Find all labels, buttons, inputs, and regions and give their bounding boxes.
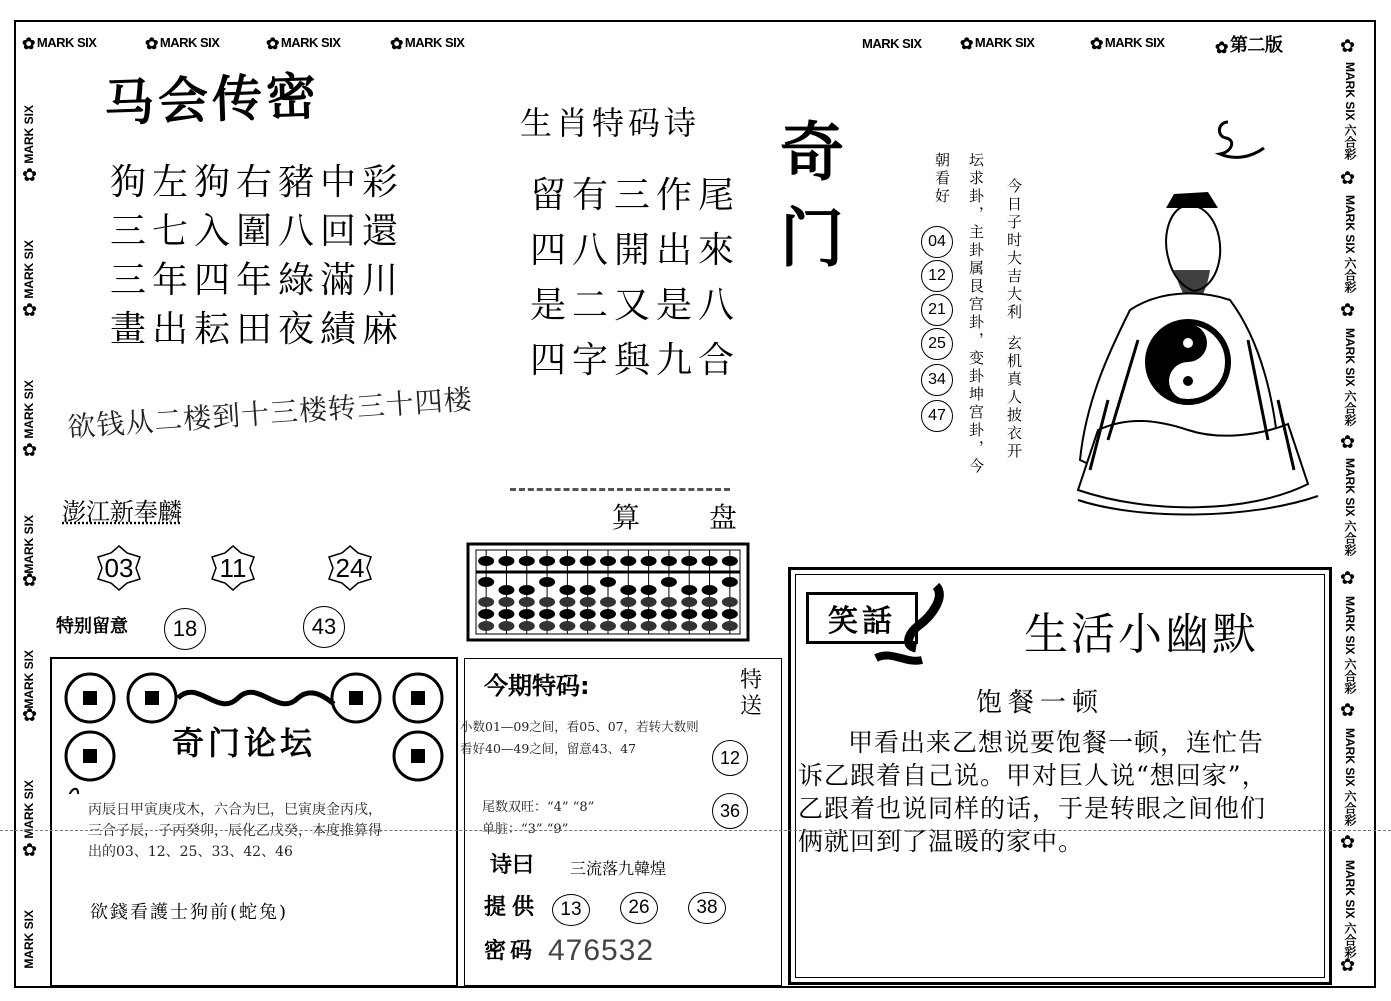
flower-icon: ✿ (1340, 36, 1356, 57)
flower-icon: ✿ (22, 300, 38, 321)
period-title: 今期特码: (484, 672, 590, 700)
mahui-line: 狗左狗右豬中彩 (110, 162, 405, 203)
period-side-label: 特送 (740, 668, 763, 719)
right-edge-mark: MARK SIX 六合彩 (1343, 860, 1357, 959)
abacus-bead (478, 577, 494, 587)
zodiac-line: 留有三作尾 (530, 175, 741, 216)
forum-body: 丙辰日甲寅庚戌木，六合为巳，巳寅庚金丙戌，三合子辰，子丙癸卯，辰化乙戊癸，本度推算得出的03、12、25、33、42、46 (88, 802, 382, 860)
humor-subtitle: 饱餐一顿 (976, 688, 1105, 718)
verse-number: 34 (921, 364, 953, 396)
sage-illustration (1038, 100, 1338, 540)
abacus-bead (519, 609, 535, 619)
number-badge: 11 (210, 545, 256, 591)
provide-number: 26 (620, 892, 658, 924)
abacus-bead (478, 556, 494, 566)
flower-icon: ✿ (390, 36, 403, 53)
fold-line (0, 830, 1391, 831)
zodiac-line: 四字與九合 (530, 340, 741, 381)
abacus-bead (600, 609, 616, 619)
abacus-bead (559, 585, 575, 595)
left-edge-mark: MARK SIX (22, 380, 36, 439)
provide-label: 提供 (484, 895, 541, 920)
abacus-title: 算 盘 (612, 501, 767, 534)
forum-title: 奇门论坛 (172, 724, 317, 762)
abacus-bead (641, 585, 657, 595)
abacus-bead (681, 585, 697, 595)
abacus-bead (641, 556, 657, 566)
abacus-illustration (466, 542, 750, 642)
abacus-bead (620, 597, 636, 607)
abacus-bead (498, 597, 514, 607)
period-poem: 三流落九韓煌 (570, 859, 667, 878)
special-number: 43 (303, 606, 345, 648)
pengjiang-title: 澎江新奉麟 (62, 498, 182, 526)
abacus-bead (559, 597, 575, 607)
mahui-line: 三年四年綠滿川 (110, 260, 405, 301)
mahui-slanted-line: 欲钱从二楼到十三楼转三十四楼 (66, 382, 474, 444)
right-edge-mark: MARK SIX 六合彩 (1343, 728, 1357, 827)
abacus-bead (681, 597, 697, 607)
verse-number: 25 (921, 328, 953, 360)
flower-icon: ✿ (1090, 36, 1103, 53)
brand-mark: ✿ MARK SIX (960, 35, 1035, 53)
abacus-bead (641, 621, 657, 631)
abacus-bead (600, 621, 616, 631)
period-side-number: 36 (712, 793, 748, 829)
abacus-bead (722, 556, 738, 566)
abacus-bead (519, 585, 535, 595)
brand-mark: ✿ MARK SIX (145, 35, 220, 53)
abacus-bead (722, 597, 738, 607)
abacus-bead (498, 585, 514, 595)
flower-icon: ✿ (1340, 568, 1356, 589)
abacus-bead (478, 621, 494, 631)
abacus-bead (702, 597, 718, 607)
abacus-bead (681, 556, 697, 566)
flower-icon: ✿ (1340, 832, 1356, 853)
right-edge-mark: MARK SIX 六合彩 (1343, 596, 1357, 695)
flower-icon: ✿ (1340, 955, 1356, 976)
abacus-bead (580, 597, 596, 607)
left-edge-mark: MARK SIX (22, 780, 36, 839)
flower-icon: ✿ (1340, 432, 1356, 453)
abacus-bead (478, 609, 494, 619)
flower-icon: ✿ (22, 570, 38, 591)
mahui-poem (110, 158, 404, 354)
abacus-bead (559, 621, 575, 631)
abacus-bead (620, 585, 636, 595)
abacus-bead (661, 621, 677, 631)
abacus-bead (600, 577, 616, 587)
abacus-bead (519, 597, 535, 607)
abacus-bead (702, 621, 718, 631)
abacus-bead (478, 597, 494, 607)
flower-icon: ✿ (960, 36, 973, 53)
abacus-bead (600, 597, 616, 607)
poem-label: 诗曰 (490, 853, 535, 878)
abacus-bead (539, 621, 555, 631)
abacus-bead (722, 621, 738, 631)
humor-body: 甲看出来乙想说要饱餐一顿，连忙告诉乙跟着自己说。甲对巨人说“想回家”，乙跟着也说同样的话，于是转眼之间他们俩就回到了温暖的家中。 (798, 728, 1268, 856)
special-label: 特别留意 (56, 616, 128, 637)
abacus-bead (539, 556, 555, 566)
abacus-bead (722, 577, 738, 587)
humor-badge: 笑話 (806, 592, 918, 644)
verse-number: 47 (921, 400, 953, 432)
qimen-title: 奇门 (769, 118, 843, 290)
mahui-title: 马会传密 (103, 67, 322, 133)
abacus-bead (702, 609, 718, 619)
left-edge-mark: MARK SIX (22, 105, 36, 164)
right-edge-mark: MARK SIX 六合彩 (1343, 328, 1357, 427)
zodiac-poem-title: 生肖特码诗 (520, 104, 701, 142)
abacus-divider (510, 488, 730, 491)
forum-footer: 欲錢看護士狗前(蛇兔) (90, 902, 289, 923)
flower-icon: ✿ (145, 36, 158, 53)
abacus-bead (681, 609, 697, 619)
abacus-bead (498, 609, 514, 619)
abacus-bead (702, 585, 718, 595)
flower-icon: ✿ (1340, 168, 1356, 189)
abacus-bead (661, 597, 677, 607)
humor-title: 生活小幽默 (1024, 609, 1259, 660)
abacus-bead (702, 556, 718, 566)
verse-col: 坛求卦，主卦属艮宫卦，变卦坤宫卦，今 (967, 152, 985, 476)
verse-number: 12 (921, 260, 953, 292)
abacus-bead (580, 621, 596, 631)
abacus-bead (559, 556, 575, 566)
brand-mark: ✿ MARK SIX (1090, 35, 1165, 53)
mahui-line: 三七入圍八回還 (110, 211, 405, 252)
abacus-bead (559, 609, 575, 619)
abacus-bead (600, 556, 616, 566)
period-note2: 尾数双旺：“4” “8” (482, 800, 595, 815)
provide-number: 13 (552, 894, 590, 926)
period-note1: 小数01—09之间，看05、07，若转大数则看好40—49之间，留意43、47 (460, 719, 699, 756)
verse-col: 朝看好 (933, 152, 951, 206)
zodiac-line: 四八開出來 (530, 230, 741, 271)
abacus-bead (498, 556, 514, 566)
flower-icon: ✿ (22, 440, 38, 461)
right-edge-mark: MARK SIX 六合彩 (1343, 62, 1357, 161)
abacus-bead (580, 609, 596, 619)
abacus-bead (661, 577, 677, 587)
abacus-bead (620, 556, 636, 566)
verse-col: 玄机真人披衣开 (1005, 335, 1023, 461)
verse-col: 今日子时大吉大利 (1005, 178, 1023, 322)
zodiac-line: 是二又是八 (530, 285, 741, 326)
abacus-bead (580, 556, 596, 566)
brand-mark: ✿ MARK SIX (266, 35, 341, 53)
top-border-gap (440, 20, 860, 28)
abacus-bead (519, 556, 535, 566)
flower-icon: ✿ (1215, 40, 1228, 57)
abacus-bead (539, 609, 555, 619)
right-edge-mark: MARK SIX 六合彩 (1343, 458, 1357, 557)
zodiac-poem (530, 168, 740, 388)
abacus-bead (580, 585, 596, 595)
mahui-line: 畫出耘田夜績麻 (110, 309, 405, 350)
edition-label: ✿ 第二版 (1215, 35, 1283, 57)
brand-mark: ✿ MARK SIX (390, 35, 465, 53)
abacus-bead (539, 597, 555, 607)
left-edge-mark: MARK SIX (22, 910, 36, 969)
flower-icon: ✿ (22, 705, 38, 726)
right-edge-mark: MARK SIX 六合彩 (1343, 195, 1357, 294)
code-value: 476532 (548, 934, 655, 967)
abacus-bead (681, 621, 697, 631)
abacus-bead (641, 609, 657, 619)
brand-mark: ✿ MARK SIX (22, 35, 97, 53)
abacus-bead (620, 621, 636, 631)
code-label: 密码 (484, 939, 537, 964)
period-note3: 单脏：“3” “9” (482, 822, 569, 837)
flower-icon: ✿ (22, 36, 35, 53)
left-edge-mark: MARK SIX (22, 650, 36, 709)
abacus-bead (498, 621, 514, 631)
abacus-bead (661, 556, 677, 566)
verse-number: 04 (921, 226, 953, 258)
left-edge-mark: MARK SIX (22, 515, 36, 574)
abacus-bead (722, 609, 738, 619)
left-edge-mark: MARK SIX (22, 240, 36, 299)
flower-icon: ✿ (22, 165, 38, 186)
abacus-bead (539, 577, 555, 587)
abacus-bead (641, 597, 657, 607)
flower-icon: ✿ (266, 36, 279, 53)
abacus-bead (519, 621, 535, 631)
special-number: 18 (164, 608, 206, 650)
number-badge: 24 (327, 545, 373, 591)
abacus-bead (620, 609, 636, 619)
flower-icon: ✿ (1340, 700, 1356, 721)
brand-mark: MARK SIX (862, 36, 922, 51)
period-side-number: 12 (712, 740, 748, 776)
number-badge: 03 (96, 545, 142, 591)
abacus-bead (661, 609, 677, 619)
flower-icon: ✿ (22, 840, 38, 861)
provide-number: 38 (688, 892, 726, 924)
ink-brush-decoration (866, 580, 966, 680)
verse-number: 21 (921, 294, 953, 326)
flower-icon: ✿ (1340, 300, 1356, 321)
